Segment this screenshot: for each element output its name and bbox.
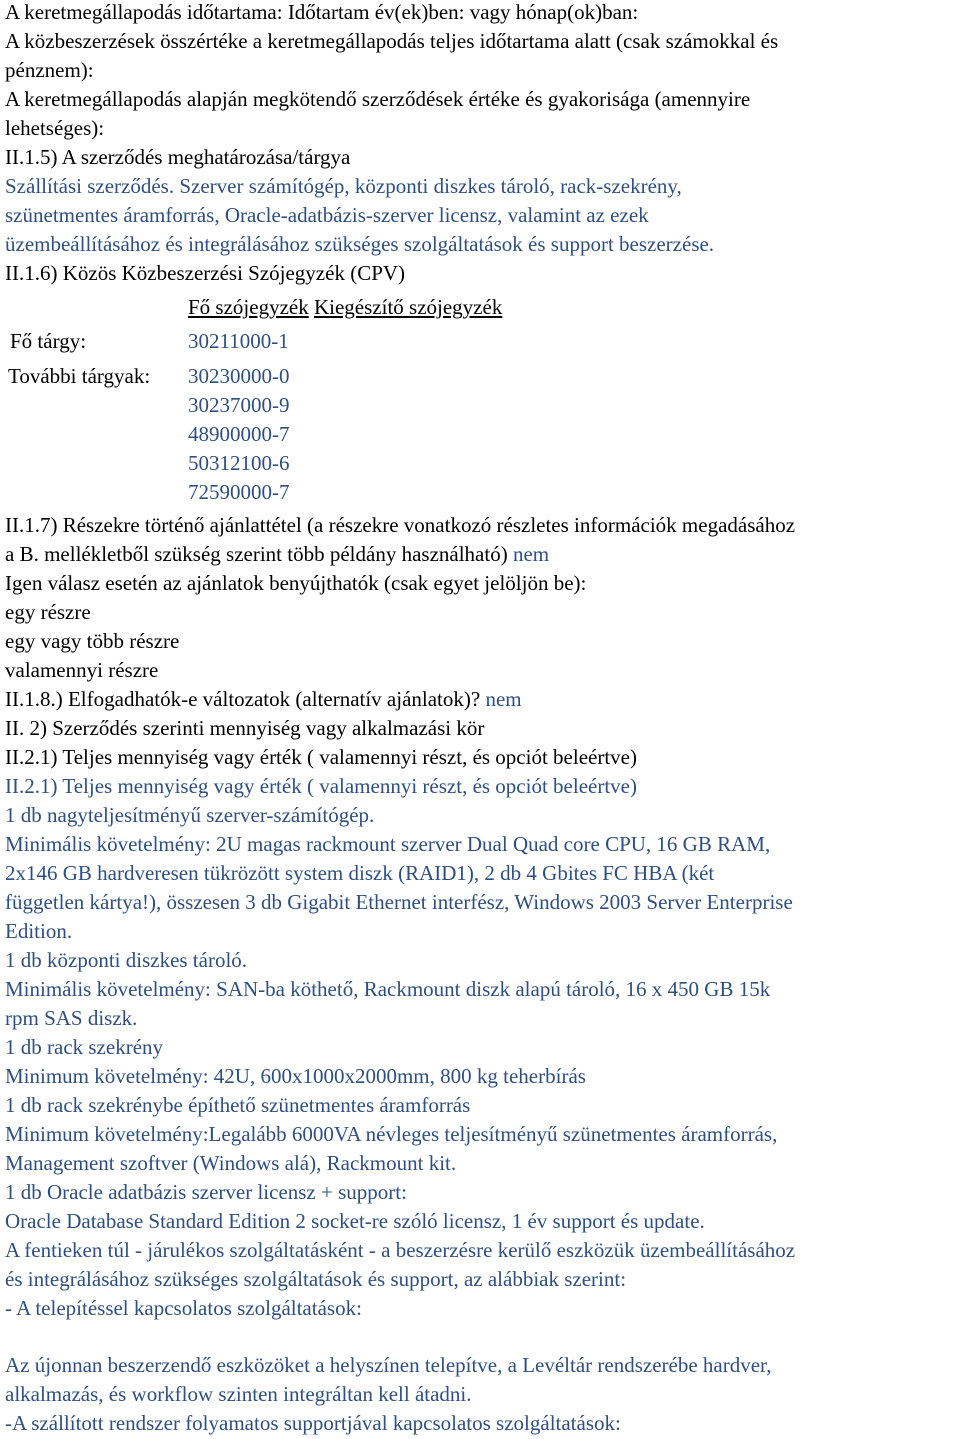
item-server: 1 db nagyteljesítményű szerver-számítógép. <box>5 803 375 827</box>
item-server-req: 2x146 GB hardveresen tükrözött system diszk (RAID1), 2 db 4 Gbites FC HBA (két <box>5 861 715 885</box>
cpv-code: 50312100-6 <box>188 451 290 475</box>
cpv-col-main: Fő szójegyzék <box>188 295 309 319</box>
item-rack: 1 db rack szekrény <box>5 1035 164 1059</box>
item-storage: 1 db központi diszkes tároló. <box>5 948 248 972</box>
cpv-main-code: 30211000-1 <box>188 329 289 353</box>
item-server-req: Edition. <box>5 919 73 943</box>
item-oracle: 1 db Oracle adatbázis szerver licensz + support: <box>5 1180 407 1204</box>
section-1-7-heading: II.1.7) Részekre történő ajánlattétel (a részekre vonatkozó részletes információk megadásához <box>5 513 796 537</box>
section-2-1-heading: II.2.1) Teljes mennyiség vagy érték ( valamennyi részt, és opciót beleértve) <box>5 745 637 769</box>
item-ups-req: Management szoftver (Windows alá), Rackmount kit. <box>5 1151 457 1175</box>
section-2-heading: II. 2) Szerződés szerinti mennyiség vagy alkalmazási kör <box>5 716 485 740</box>
cpv-code: 30230000-0 <box>188 364 290 388</box>
item-ups: 1 db rack szekrénybe építhető szünetmentes áramforrás <box>5 1093 471 1117</box>
extra-services: A fentieken túl - járulékos szolgáltatásként - a beszerzésre kerülő eszközük üzembeállításához <box>5 1238 796 1262</box>
section-1-7-answer: nem <box>512 542 550 566</box>
cpv-code: 30237000-9 <box>188 393 290 417</box>
section-1-7-instruction: Igen válasz esetén az ajánlatok benyújthatók (csak egyet jelöljön be): <box>5 571 587 595</box>
contract-value-line: A keretmegállapodás alapján megkötendő szerződések értéke és gyakorisága (amennyire <box>5 87 751 111</box>
total-value-line: A közbeszerzések összértéke a keretmegállapodás teljes időtartama alatt (csak számokkal és <box>5 29 779 53</box>
section-1-6-heading: II.1.6) Közös Közbeszerzési Szójegyzék (CPV) <box>5 261 406 285</box>
cpv-col-extra: Kiegészítő szójegyzék <box>313 295 503 319</box>
cpv-header <box>188 293 502 322</box>
install-services-text: Az újonnan beszerzendő eszközöket a helyszínen telepítve, a Levéltár rendszerébe hardver, <box>5 1353 772 1377</box>
section-1-5-desc-3: üzembeállításához és integrálásához szükséges szolgáltatások és support beszerzése. <box>5 232 715 256</box>
section-1-8-question: II.1.8.) Elfogadhatók-e változatok (alternatív ajánlatok)? <box>5 687 481 711</box>
item-rack-req: Minimum követelmény: 42U, 600x1000x2000mm, 800 kg teherbírás <box>5 1064 586 1088</box>
section-1-5-heading: II.1.5) A szerződés meghatározása/tárgya <box>5 145 351 169</box>
contract-value-line-cont: lehetséges): <box>5 116 105 140</box>
part-option: valamennyi részre <box>5 658 159 682</box>
section-1-5-desc <box>5 172 682 201</box>
section-1-7-line-2 <box>5 540 549 569</box>
contract-subject: Szerver számítógép, központi diszkes tároló, rack-szekrény, <box>174 174 682 198</box>
part-option: egy részre <box>5 600 91 624</box>
cpv-more-label: További tárgyak: <box>8 364 151 388</box>
extra-services: és integrálásához szükséges szolgáltatások és support, az alábbiak szerint: <box>5 1267 627 1291</box>
section-1-5-desc-2: szünetmentes áramforrás, Oracle-adatbázis-szerver licensz, valamint az ezek <box>5 203 649 227</box>
cpv-main-label: Fő tárgy: <box>10 329 87 353</box>
support-services-heading: -A szállított rendszer folyamatos supportjával kapcsolatos szolgáltatások: <box>5 1411 621 1435</box>
part-option: egy vagy több részre <box>5 629 180 653</box>
item-server-req: független kártya!), összesen 3 db Gigabit Ethernet interfész, Windows 2003 Server Enterprise <box>5 890 793 914</box>
section-1-8-answer: nem <box>485 687 522 711</box>
cpv-code: 48900000-7 <box>188 422 290 446</box>
item-ups-req: Minimum követelmény:Legalább 6000VA névleges teljesítményű szünetmentes áramforrás, <box>5 1122 778 1146</box>
section-1-7-text: a B. mellékletből szükség szerint több példány használható) <box>5 542 508 566</box>
item-storage-req: Minimális követelmény: SAN-ba köthető, Rackmount diszk alapú tároló, 16 x 450 GB 15k <box>5 977 771 1001</box>
install-services-heading: - A telepítéssel kapcsolatos szolgáltatások: <box>5 1296 362 1320</box>
contract-type: Szállítási szerződés. <box>5 174 175 198</box>
item-server-req: Minimális követelmény: 2U magas rackmount szerver Dual Quad core CPU, 16 GB RAM, <box>5 832 771 856</box>
section-1-8-line <box>5 685 522 714</box>
install-services-text: alkalmazás, és workflow szinten integráltan kell átadni. <box>5 1382 472 1406</box>
item-storage-req: rpm SAS diszk. <box>5 1006 138 1030</box>
section-2-1-value-heading: II.2.1) Teljes mennyiség vagy érték ( valamennyi részt, és opciót beleértve) <box>5 774 637 798</box>
cpv-code: 72590000-7 <box>188 480 290 504</box>
total-value-line-cont: pénznem): <box>5 58 94 82</box>
item-oracle-desc: Oracle Database Standard Edition 2 socket-re szóló licensz, 1 év support és update. <box>5 1209 705 1233</box>
duration-line: A keretmegállapodás időtartama: Időtartam év(ek)ben: vagy hónap(ok)ban: <box>5 0 639 24</box>
